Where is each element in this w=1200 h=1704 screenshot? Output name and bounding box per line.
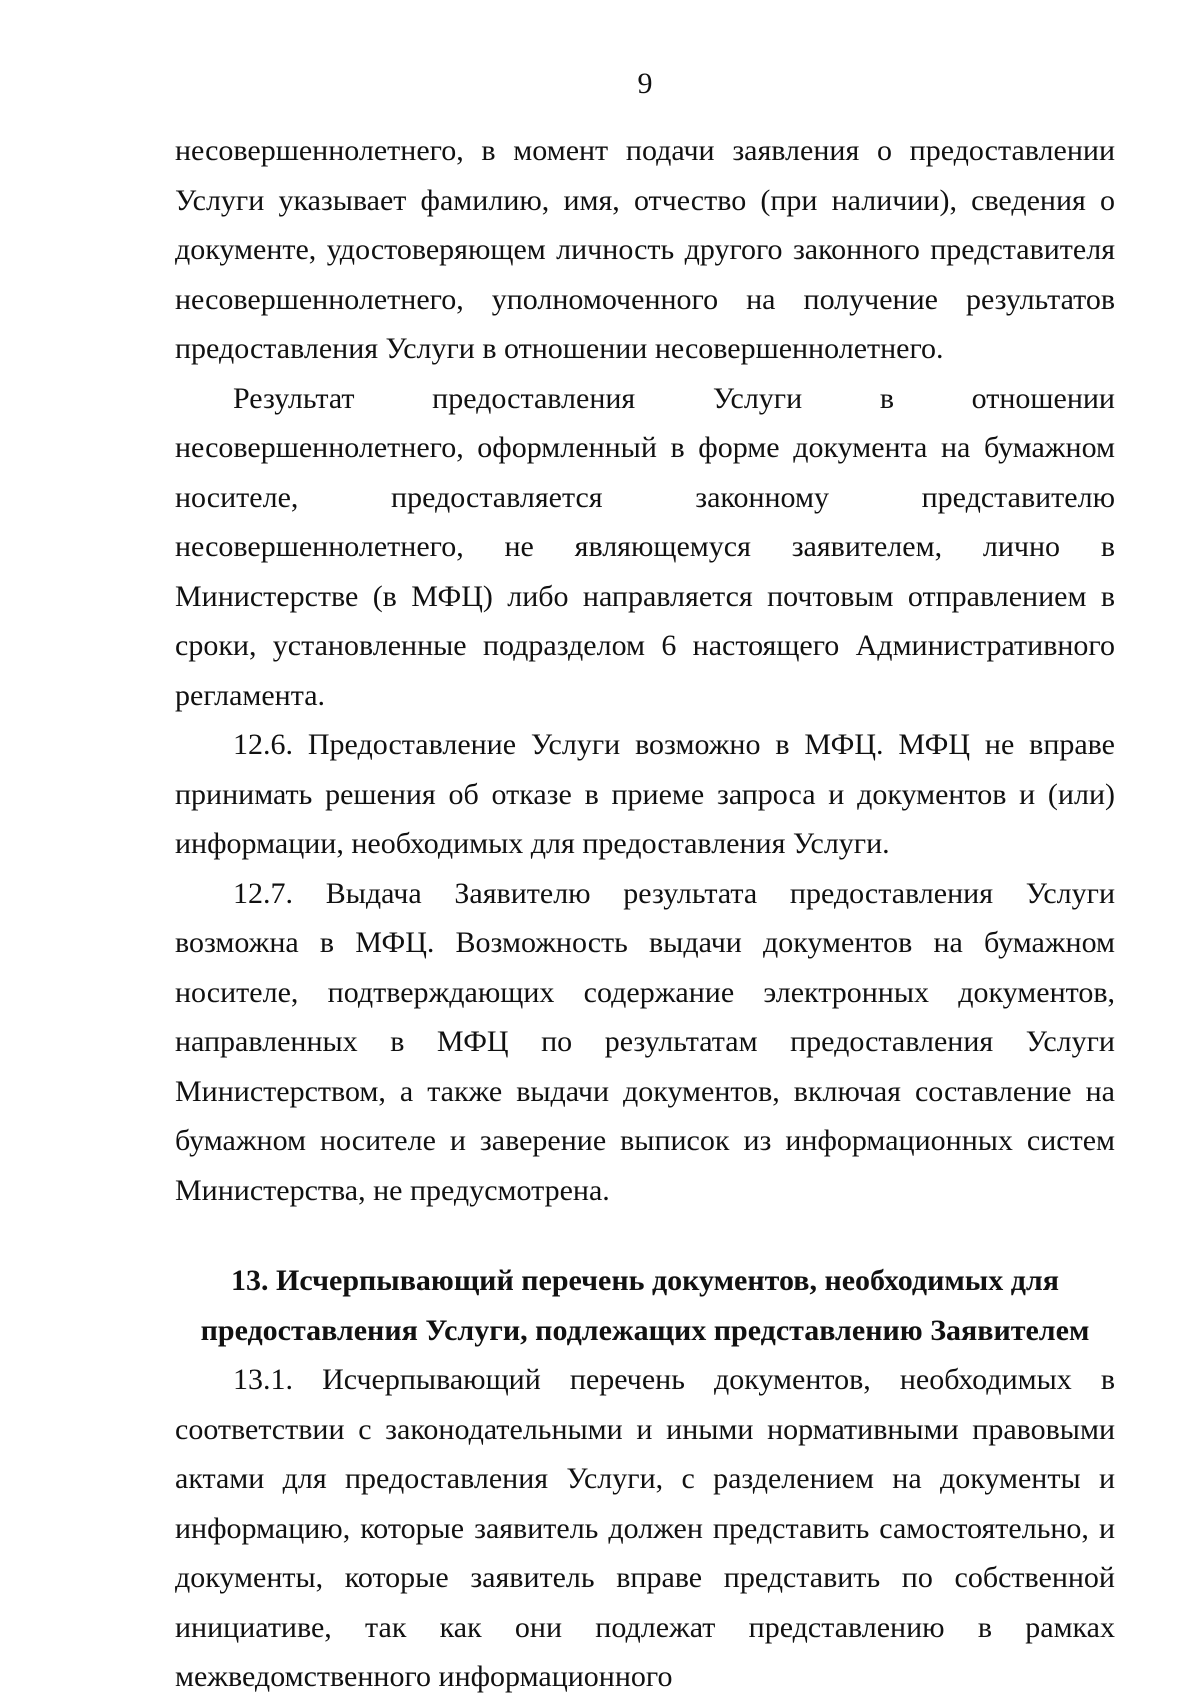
paragraph-12-7: 12.7. Выдача Заявителю результата предоставления Услуги возможна в МФЦ. Возможность выдачи документов на бумажном носителе, подтверждающих содержание электронных документов, направленных в МФЦ по результатам предоставления Услуги Министерством, а также выдачи документов, включая составление на бумажном носителе и заверение выписок из информационных систем Министерства, не предусмотрена.: [175, 876, 1115, 1207]
paragraph-continuation: несовершеннолетнего, в момент подачи заявления о предоставлении Услуги указывает фамилию, имя, отчество (при наличии), сведения о документе, удостоверяющем личность другого законного представителя несовершеннолетнего, уполномоченного на получение результатов предоставления Услуги в отношении несовершеннолетнего.: [175, 134, 1115, 365]
document-body: [175, 126, 1115, 1702]
paragraph-13-1: 13.1. Исчерпывающий перечень документов, необходимых в соответствии с законодательными и иными нормативными правовыми актами для предоставления Услуги, с разделением на документы и информацию, которые заявитель должен представить самостоятельно, и документы, которые заявитель вправе представить по собственной инициативе, так как они подлежат представлению в рамках межведомственного информационного: [175, 1363, 1115, 1693]
section-13-heading-line-1: 13. Исчерпывающий перечень документов, необходимых для: [231, 1264, 1059, 1297]
section-13-heading-line-2: предоставления Услуги, подлежащих представлению Заявителем: [200, 1313, 1090, 1347]
section-13-heading: [175, 1256, 1115, 1355]
paragraph-result-minor: Результат предоставления Услуги в отношении несовершеннолетнего, оформленный в форме документа на бумажном носителе, предоставляется законному представителю несовершеннолетнего, не являющемуся заявителем, лично в Министерстве (в МФЦ) либо направляется почтовым отправлением в сроки, установленные подразделом 6 настоящего Административного регламента.: [175, 381, 1115, 712]
paragraph-12-6: 12.6. Предоставление Услуги возможно в МФЦ. МФЦ не вправе принимать решения об отказе в приеме запроса и документов и (или) информации, необходимых для предоставления Услуги.: [175, 728, 1115, 860]
page-number: 9: [637, 67, 653, 100]
